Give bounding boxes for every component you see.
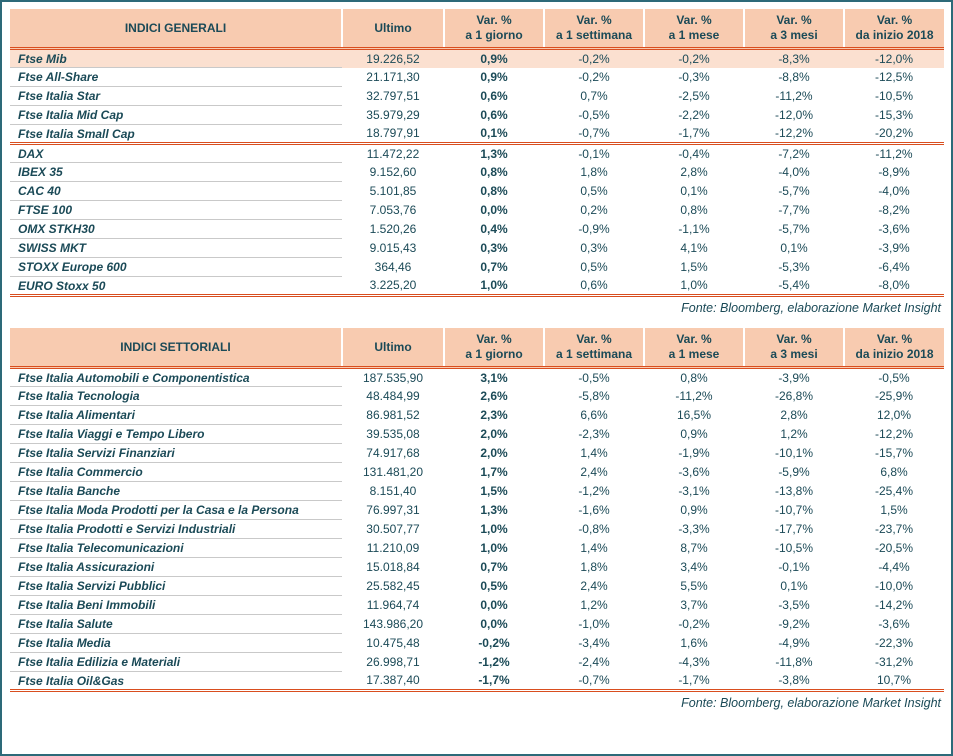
value-var-5: -23,7%: [874, 522, 914, 536]
value-var-2: -0,7%: [544, 672, 644, 691]
table-row: [10, 463, 944, 482]
value-var-5: -8,9%: [878, 165, 910, 179]
column-header-var-5: [844, 9, 944, 49]
value-var-4: -10,7%: [774, 503, 814, 517]
value-var-4: -10,1%: [774, 446, 814, 460]
value-var-1: 1,3%: [480, 503, 508, 517]
value-var-4: -5,9%: [778, 465, 810, 479]
value-ultimo: 25.582,45: [366, 579, 420, 593]
value-var-4: -12,0%: [774, 108, 814, 122]
column-header-var-3: [644, 9, 744, 49]
table-row: [10, 163, 944, 182]
indici-settoriali-table: [10, 328, 944, 692]
value-var-5: -3,6%: [878, 222, 910, 236]
value-var-2: 1,4%: [580, 446, 608, 460]
value-var-3: 1,5%: [680, 260, 708, 274]
table-row: [10, 220, 944, 239]
value-var-4: -4,9%: [778, 636, 810, 650]
table-row: [10, 425, 944, 444]
value-var-4: -5,7%: [778, 184, 810, 198]
value-var-3: -0,4%: [678, 146, 710, 161]
value-ultimo: 9.015,43: [369, 241, 417, 255]
value-var-1: 2,6%: [480, 389, 508, 403]
index-name: OMX STKH30: [10, 220, 342, 239]
column-header-line2: a 3 mesi: [770, 347, 818, 361]
index-name: Ftse All-Share: [10, 68, 342, 87]
column-header-line2: a 1 settimana: [555, 28, 633, 42]
value-var-2: -0,5%: [578, 370, 610, 385]
value-var-4: 2,8%: [780, 408, 808, 422]
value-var-3: 1,0%: [644, 277, 744, 296]
index-name: Ftse Italia Viaggi e Tempo Libero: [10, 425, 342, 444]
value-var-5: -10,0%: [874, 579, 914, 593]
column-header-line2: da inizio 2018: [855, 28, 934, 42]
table-row: [10, 239, 944, 258]
table-body: [10, 368, 944, 691]
value-var-1: 0,5%: [480, 579, 508, 593]
value-var-3: -2,5%: [678, 89, 710, 103]
value-var-3: -4,3%: [678, 655, 710, 669]
table-row: [10, 68, 944, 87]
column-header-line2: a 1 giorno: [465, 28, 523, 42]
value-var-3: -0,3%: [678, 70, 710, 84]
value-var-3: -11,2%: [675, 389, 713, 403]
value-var-5: -3,9%: [878, 241, 910, 255]
column-header-var-2: [544, 328, 644, 368]
value-var-5: -22,3%: [874, 636, 914, 650]
column-header-ultimo: Ultimo: [342, 9, 444, 49]
table-row: [10, 444, 944, 463]
column-header-line1: Var. %: [876, 13, 913, 27]
table-row: [10, 520, 944, 539]
value-var-1: 1,0%: [444, 277, 544, 296]
value-ultimo: 19.226,52: [342, 49, 444, 68]
column-header-var-1: [444, 328, 544, 368]
column-header-line2: a 1 settimana: [555, 347, 633, 361]
table-row: [10, 501, 944, 520]
table-row: [10, 201, 944, 220]
column-header-line2: a 1 giorno: [465, 347, 523, 361]
table-row: [10, 672, 944, 691]
value-ultimo: 143.986,20: [362, 617, 424, 631]
value-var-4: 0,1%: [780, 241, 808, 255]
value-var-5: -12,2%: [874, 427, 914, 441]
column-header-line2: a 1 mese: [668, 28, 720, 42]
value-var-4: 1,2%: [780, 427, 808, 441]
table-header: [10, 328, 944, 368]
value-var-3: -2,2%: [678, 108, 710, 122]
column-header-line1: Var. %: [676, 13, 712, 27]
index-name: Ftse Italia Prodotti e Servizi Industriali: [10, 520, 342, 539]
header-row: [10, 9, 944, 49]
column-header-var-2: [544, 9, 644, 49]
value-var-1: 3,1%: [480, 370, 508, 385]
value-ultimo: 3.225,20: [342, 277, 444, 296]
value-var-5: -14,2%: [874, 598, 914, 612]
value-var-2: 1,4%: [580, 541, 608, 555]
value-var-3: -0,2%: [678, 617, 710, 631]
value-var-3: 3,7%: [680, 598, 708, 612]
value-var-2: 1,8%: [580, 165, 608, 179]
table-row: [10, 539, 944, 558]
value-var-1: 0,8%: [480, 184, 508, 198]
value-var-4: 0,1%: [780, 579, 808, 593]
index-name: Ftse Italia Alimentari: [10, 406, 342, 425]
value-var-5: -11,2%: [875, 146, 913, 161]
value-var-2: -1,6%: [578, 503, 610, 517]
value-ultimo: 8.151,40: [369, 484, 417, 498]
value-var-1: 1,5%: [480, 484, 508, 498]
column-header-line1: Var. %: [876, 332, 913, 346]
value-var-4: -26,8%: [774, 389, 814, 403]
value-var-2: -0,2%: [578, 70, 610, 84]
value-ultimo: 10.475,48: [366, 636, 420, 650]
value-ultimo: 39.535,08: [366, 427, 420, 441]
value-var-4: -5,3%: [778, 260, 810, 274]
value-var-2: 0,5%: [580, 184, 608, 198]
value-ultimo: 7.053,76: [369, 203, 417, 217]
index-name: EURO Stoxx 50: [10, 277, 342, 296]
header-row: [10, 328, 944, 368]
column-header-var-4: [744, 328, 844, 368]
value-var-2: -0,8%: [578, 522, 610, 536]
value-var-1: 0,6%: [480, 89, 508, 103]
value-ultimo: 131.481,20: [362, 465, 424, 479]
value-var-4: -5,4%: [744, 277, 844, 296]
table-row: [10, 577, 944, 596]
value-var-3: 0,9%: [680, 503, 708, 517]
value-ultimo: 76.997,31: [366, 503, 420, 517]
value-ultimo: 187.535,90: [362, 370, 424, 385]
index-name: Ftse Italia Servizi Finanziari: [10, 444, 342, 463]
index-name: Ftse Italia Moda Prodotti per la Casa e la Persona: [10, 501, 342, 520]
section-indici-generali: [10, 9, 943, 315]
index-name: STOXX Europe 600: [10, 258, 342, 277]
table-row: [10, 258, 944, 277]
index-name: Ftse Italia Star: [10, 87, 342, 106]
value-var-4: -7,2%: [778, 146, 810, 161]
value-var-5: -20,2%: [844, 125, 944, 144]
index-name: Ftse Italia Small Cap: [10, 125, 342, 144]
index-name: Ftse Italia Mid Cap: [10, 106, 342, 125]
value-var-5: -4,0%: [878, 184, 910, 198]
value-var-3: -1,1%: [678, 222, 710, 236]
index-name: DAX: [10, 144, 342, 163]
index-name: IBEX 35: [10, 163, 342, 182]
index-name: Ftse Italia Salute: [10, 615, 342, 634]
index-name: Ftse Italia Edilizia e Materiali: [10, 653, 342, 672]
indici-generali-table: [10, 9, 944, 297]
value-var-1: 1,0%: [480, 522, 508, 536]
value-var-5: -20,5%: [874, 541, 914, 555]
value-var-2: 2,4%: [580, 465, 608, 479]
value-var-1: 0,0%: [480, 617, 508, 631]
index-name: Ftse Mib: [10, 49, 342, 68]
value-var-5: 1,5%: [880, 503, 908, 517]
value-var-5: -3,6%: [878, 617, 910, 631]
value-var-1: 0,3%: [480, 241, 508, 255]
value-var-4: -17,7%: [774, 522, 814, 536]
table-header: [10, 9, 944, 49]
value-var-2: 0,3%: [580, 241, 608, 255]
table-row: [10, 277, 944, 296]
value-ultimo: 11.472,22: [366, 146, 420, 161]
value-var-5: -0,5%: [878, 370, 910, 385]
column-header-line1: Var. %: [576, 332, 612, 346]
table-row: [10, 615, 944, 634]
value-var-4: -9,2%: [778, 617, 810, 631]
value-var-3: 16,5%: [676, 408, 712, 422]
value-var-4: -3,5%: [778, 598, 810, 612]
table-row: [10, 558, 944, 577]
table-row: [10, 387, 944, 406]
table-row: [10, 125, 944, 144]
index-name: Ftse Italia Telecomunicazioni: [10, 539, 342, 558]
table-row: [10, 49, 944, 68]
value-ultimo: 11.210,09: [366, 541, 420, 555]
value-var-2: 2,4%: [580, 579, 608, 593]
index-name: Ftse Italia Automobili e Componentistica: [10, 368, 342, 387]
value-var-2: -0,1%: [578, 146, 610, 161]
value-var-3: 4,1%: [680, 241, 708, 255]
table-row: [10, 634, 944, 653]
value-ultimo: 21.171,30: [366, 70, 420, 84]
value-var-3: 3,4%: [680, 560, 708, 574]
value-var-1: 0,1%: [444, 125, 544, 144]
column-header-line2: a 1 mese: [668, 347, 720, 361]
value-var-4: -13,8%: [774, 484, 814, 498]
value-ultimo: 1.520,26: [369, 222, 417, 236]
value-var-1: 0,0%: [480, 203, 508, 217]
value-var-1: 0,4%: [480, 222, 508, 236]
table-row: [10, 87, 944, 106]
value-var-2: -2,3%: [578, 427, 610, 441]
value-var-5: -25,9%: [874, 389, 914, 403]
column-header-var-3: [644, 328, 744, 368]
value-var-5: -25,4%: [874, 484, 914, 498]
column-header-line1: Var. %: [476, 332, 512, 346]
value-var-4: -4,0%: [778, 165, 810, 179]
column-header-line1: Var. %: [676, 332, 712, 346]
value-ultimo: 26.998,71: [366, 655, 420, 669]
value-ultimo: 32.797,51: [366, 89, 420, 103]
value-var-1: 0,6%: [480, 108, 508, 122]
value-var-1: 0,8%: [480, 165, 508, 179]
column-header-var-5: [844, 328, 944, 368]
value-var-4: -0,1%: [778, 560, 810, 574]
column-header-line2: a 3 mesi: [770, 28, 818, 42]
index-name: Ftse Italia Banche: [10, 482, 342, 501]
value-var-5: 6,8%: [880, 465, 908, 479]
value-var-1: 1,3%: [480, 146, 508, 161]
value-var-3: -3,3%: [678, 522, 710, 536]
value-var-3: -3,1%: [678, 484, 710, 498]
value-var-1: 2,3%: [480, 408, 508, 422]
value-var-3: -3,6%: [678, 465, 710, 479]
value-var-3: -1,7%: [644, 672, 744, 691]
value-var-1: 0,9%: [480, 70, 508, 84]
value-var-1: -1,2%: [478, 655, 510, 669]
index-name: CAC 40: [10, 182, 342, 201]
value-var-1: 0,0%: [480, 598, 508, 612]
index-name: Ftse Italia Oil&Gas: [10, 672, 342, 691]
index-name: Ftse Italia Commercio: [10, 463, 342, 482]
value-var-4: -7,7%: [778, 203, 810, 217]
value-ultimo: 86.981,52: [366, 408, 420, 422]
value-var-5: 12,0%: [876, 408, 912, 422]
value-var-5: -6,4%: [878, 260, 910, 274]
value-var-1: -0,2%: [478, 636, 510, 650]
value-var-3: 1,6%: [680, 636, 708, 650]
value-var-3: 0,8%: [680, 203, 708, 217]
value-ultimo: 11.964,74: [366, 598, 420, 612]
value-var-2: 0,6%: [544, 277, 644, 296]
value-var-1: 1,7%: [480, 465, 508, 479]
value-var-2: -0,7%: [544, 125, 644, 144]
value-var-3: 8,7%: [680, 541, 708, 555]
value-var-5: -8,2%: [878, 203, 910, 217]
value-var-2: -1,0%: [578, 617, 610, 631]
column-header-var-4: [744, 9, 844, 49]
value-var-5: -4,4%: [878, 560, 910, 574]
table-row: [10, 144, 944, 163]
column-header-line1: Var. %: [476, 13, 512, 27]
value-var-3: 0,8%: [680, 370, 708, 385]
table-row: [10, 406, 944, 425]
index-name: SWISS MKT: [10, 239, 342, 258]
value-var-2: 1,2%: [580, 598, 608, 612]
index-name: FTSE 100: [10, 201, 342, 220]
value-var-5: -12,5%: [874, 70, 914, 84]
value-var-5: -15,3%: [874, 108, 914, 122]
index-name: Ftse Italia Beni Immobili: [10, 596, 342, 615]
value-var-4: -10,5%: [774, 541, 814, 555]
value-ultimo: 364,46: [374, 260, 412, 274]
value-var-1: 1,0%: [480, 541, 508, 555]
value-ultimo: 74.917,68: [366, 446, 420, 460]
value-ultimo: 30.507,77: [366, 522, 420, 536]
value-var-4: -11,8%: [775, 655, 813, 669]
value-var-4: -11,2%: [775, 89, 813, 103]
value-var-5: -8,0%: [844, 277, 944, 296]
value-var-1: 2,0%: [480, 427, 508, 441]
value-var-2: -2,4%: [578, 655, 610, 669]
column-header-line1: Var. %: [776, 332, 812, 346]
value-var-3: 0,1%: [680, 184, 708, 198]
value-var-5: -12,0%: [844, 49, 944, 68]
source-note: Fonte: Bloomberg, elaborazione Market Insight: [681, 301, 941, 315]
value-var-2: -5,8%: [578, 389, 610, 403]
value-var-2: -0,5%: [578, 108, 610, 122]
table-body: [10, 49, 944, 296]
value-var-1: 0,7%: [480, 560, 508, 574]
value-var-5: -15,7%: [874, 446, 914, 460]
index-name: Ftse Italia Assicurazioni: [10, 558, 342, 577]
value-var-4: -3,9%: [778, 370, 810, 385]
value-var-4: -8,3%: [744, 49, 844, 68]
value-var-3: -1,7%: [644, 125, 744, 144]
column-header-line1: Var. %: [776, 13, 812, 27]
value-var-2: -3,4%: [578, 636, 610, 650]
table-title: INDICI SETTORIALI: [10, 328, 342, 368]
value-var-2: -1,2%: [578, 484, 610, 498]
table-title: INDICI GENERALI: [10, 9, 342, 49]
index-name: Ftse Italia Tecnologia: [10, 387, 342, 406]
value-var-4: -5,7%: [778, 222, 810, 236]
value-var-3: -0,2%: [644, 49, 744, 68]
value-var-5: 10,7%: [844, 672, 944, 691]
index-name: Ftse Italia Media: [10, 634, 342, 653]
value-var-3: 5,5%: [680, 579, 708, 593]
value-var-3: 0,9%: [680, 427, 708, 441]
value-ultimo: 48.484,99: [366, 389, 420, 403]
column-header-line1: Var. %: [576, 13, 612, 27]
value-var-2: -0,2%: [544, 49, 644, 68]
value-var-1: 0,7%: [480, 260, 508, 274]
table-row: [10, 653, 944, 672]
value-ultimo: 15.018,84: [366, 560, 420, 574]
value-var-2: 0,5%: [580, 260, 608, 274]
value-var-2: 0,2%: [580, 203, 608, 217]
value-ultimo: 18.797,91: [342, 125, 444, 144]
value-var-1: 0,9%: [444, 49, 544, 68]
value-var-5: -10,5%: [874, 89, 914, 103]
value-var-3: -1,9%: [678, 446, 710, 460]
index-name: Ftse Italia Servizi Pubblici: [10, 577, 342, 596]
value-var-1: 2,0%: [480, 446, 508, 460]
value-var-2: 1,8%: [580, 560, 608, 574]
value-var-4: -12,2%: [744, 125, 844, 144]
value-ultimo: 9.152,60: [369, 165, 417, 179]
value-var-2: 6,6%: [580, 408, 608, 422]
table-row: [10, 596, 944, 615]
column-header-ultimo: Ultimo: [342, 328, 444, 368]
value-ultimo: 35.979,29: [366, 108, 420, 122]
table-row: [10, 482, 944, 501]
section-indici-settoriali: [10, 328, 943, 710]
table-row: [10, 106, 944, 125]
value-var-1: -1,7%: [444, 672, 544, 691]
value-var-5: -31,2%: [874, 655, 914, 669]
value-var-3: 2,8%: [680, 165, 708, 179]
column-header-var-1: [444, 9, 544, 49]
table-row: [10, 368, 944, 387]
value-var-2: 0,7%: [580, 89, 608, 103]
value-var-4: -3,8%: [744, 672, 844, 691]
value-ultimo: 17.387,40: [342, 672, 444, 691]
column-header-line2: da inizio 2018: [855, 347, 934, 361]
source-note: Fonte: Bloomberg, elaborazione Market Insight: [681, 696, 941, 710]
value-var-4: -8,8%: [778, 70, 810, 84]
table-row: [10, 182, 944, 201]
value-ultimo: 5.101,85: [369, 184, 417, 198]
value-var-2: -0,9%: [578, 222, 610, 236]
